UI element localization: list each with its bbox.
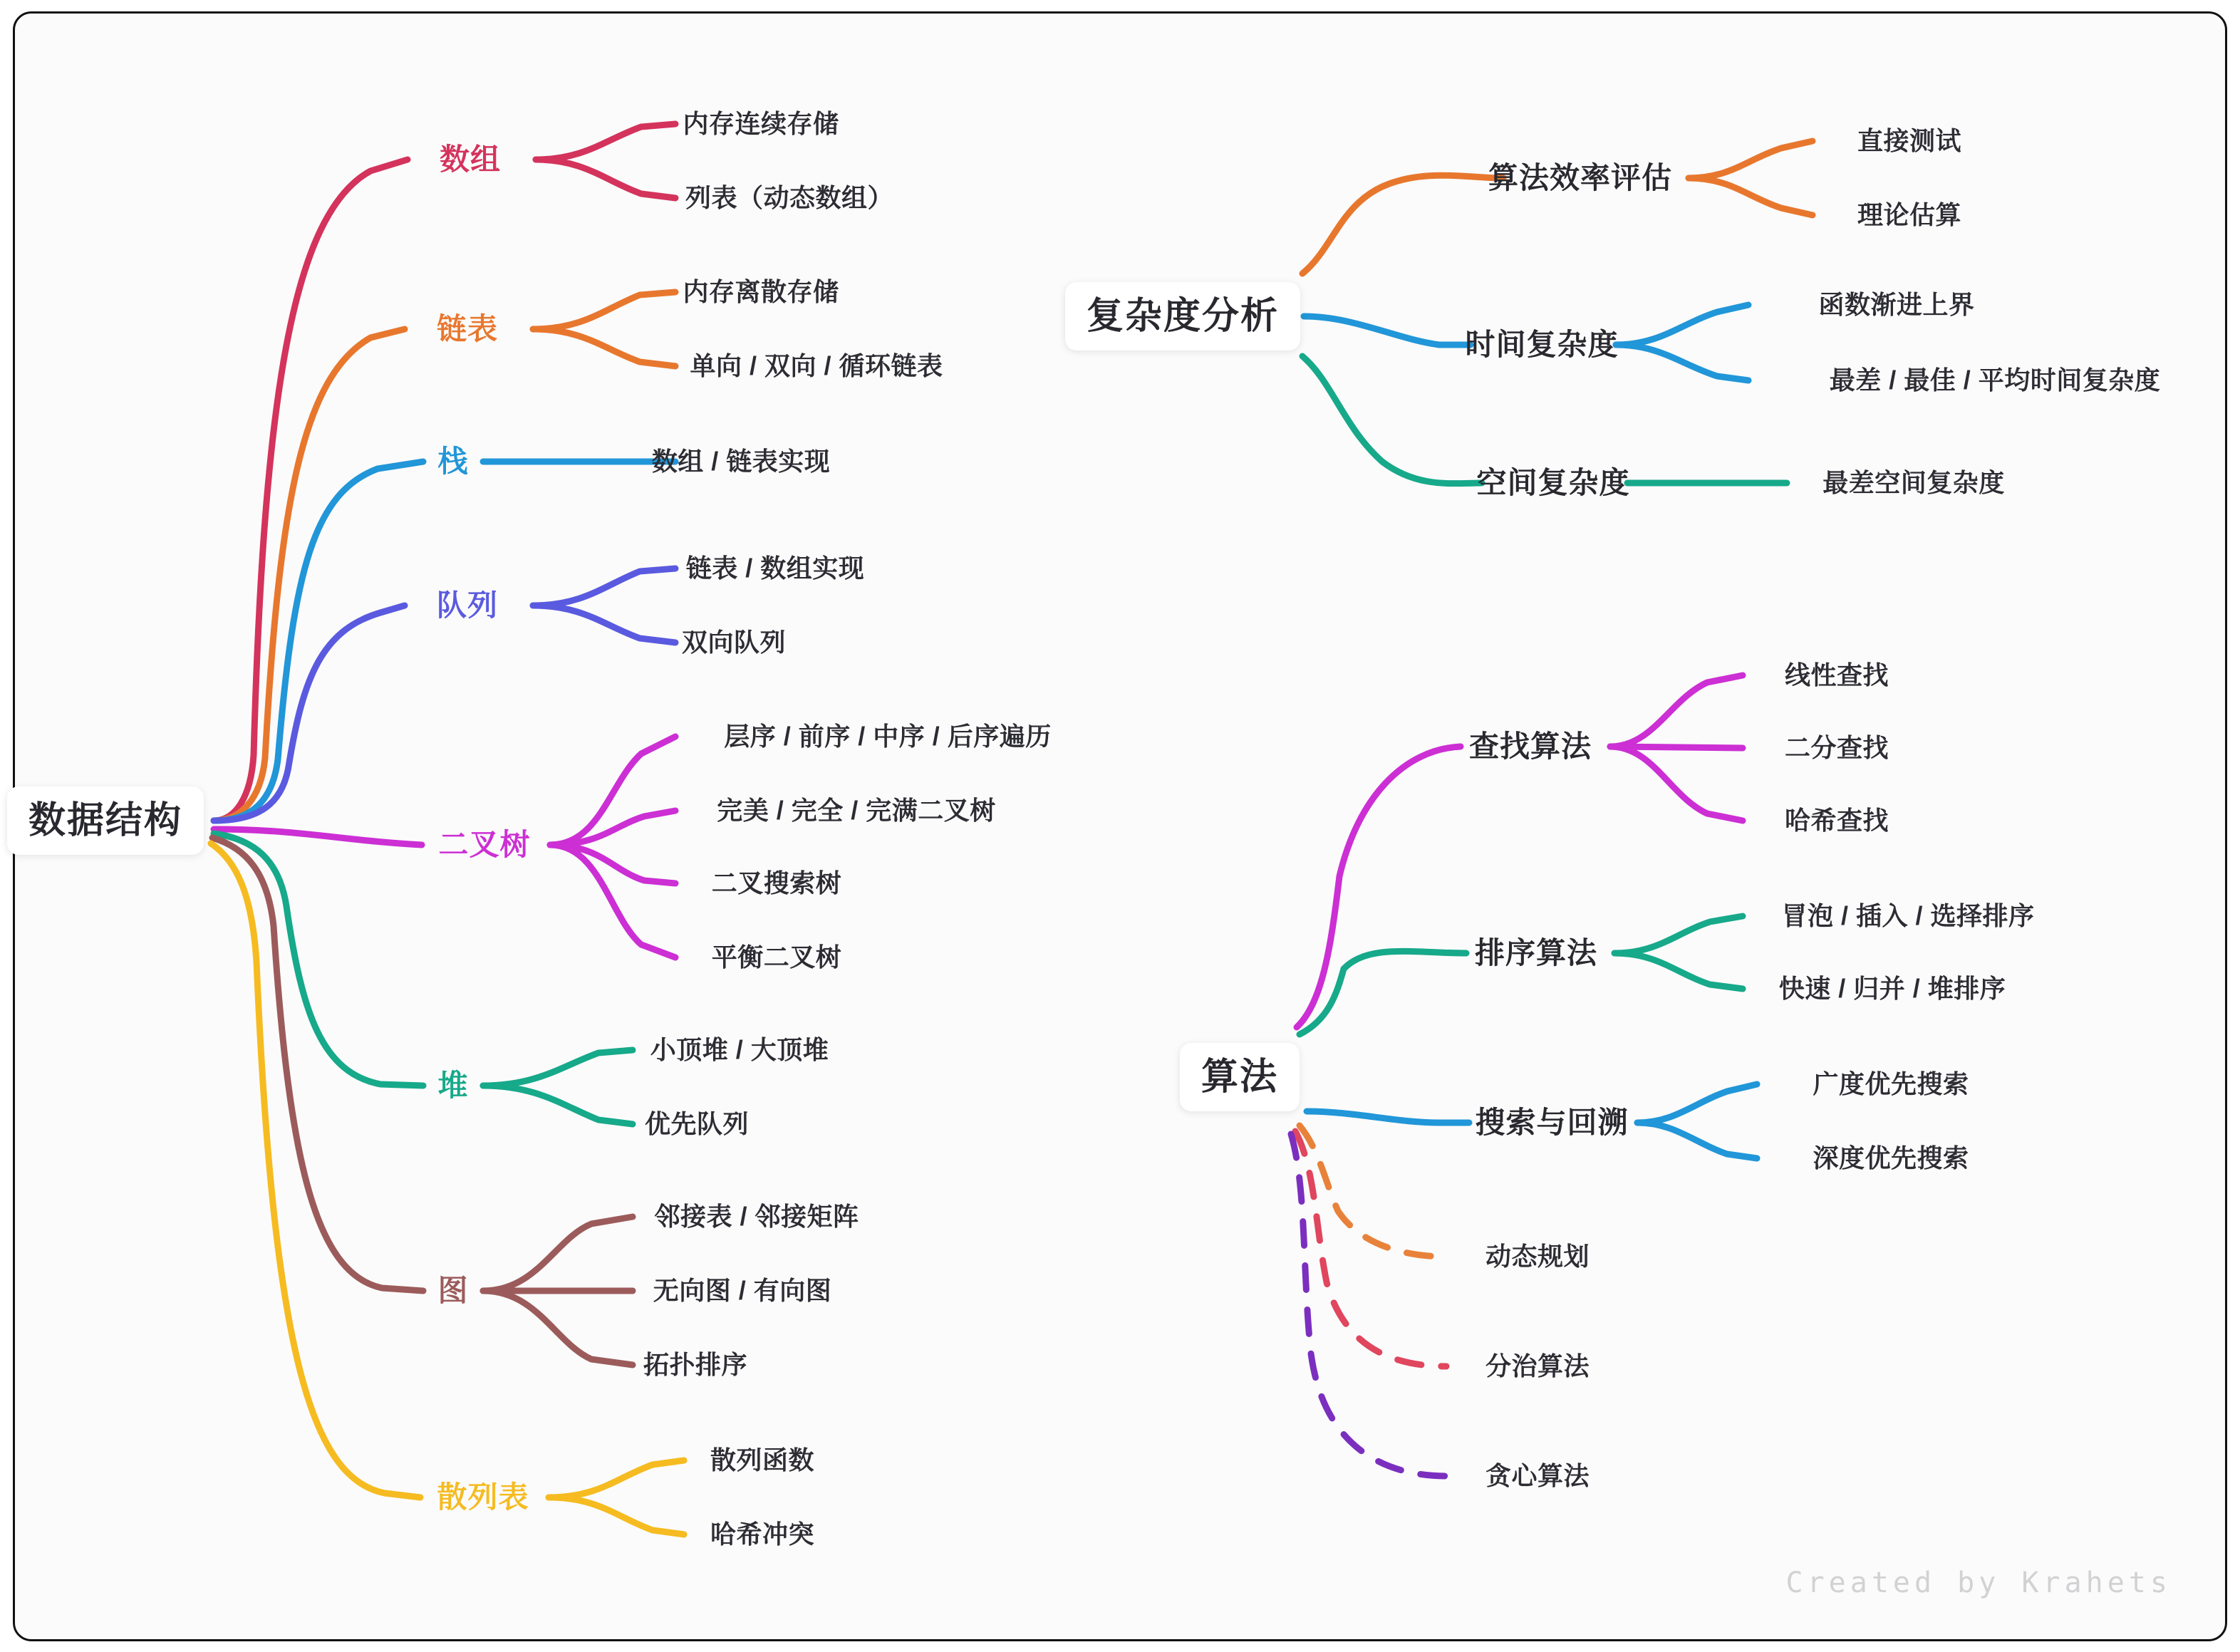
leaf-node[interactable]: 链表 / 数组实现 (685, 554, 865, 583)
leaf-node[interactable]: 拓扑排序 (643, 1350, 748, 1379)
branch-node-heap[interactable]: 堆 (437, 1069, 469, 1102)
mindmap-board (13, 11, 2227, 1641)
branch-node-array[interactable]: 数组 (439, 142, 502, 176)
leaf-node[interactable]: 无向图 / 有向图 (653, 1276, 832, 1305)
leaf-node[interactable]: 完美 / 完全 / 完满二叉树 (717, 796, 996, 825)
leaf-node[interactable]: 最差空间复杂度 (1822, 468, 2005, 497)
branch-node-divide-and-conquer[interactable]: 分治算法 (1485, 1351, 1590, 1381)
branch-node-hash-table[interactable]: 散列表 (437, 1480, 529, 1514)
leaf-node[interactable]: 函数渐进上界 (1818, 290, 1975, 319)
leaf-node[interactable]: 层序 / 前序 / 中序 / 后序遍历 (724, 722, 1052, 751)
branch-node-dynamic-programming[interactable]: 动态规划 (1485, 1242, 1590, 1271)
branch-node-linked-list[interactable]: 链表 (436, 312, 499, 346)
leaf-node[interactable]: 冒泡 / 插入 / 选择排序 (1781, 901, 2035, 930)
leaf-node[interactable]: 小顶堆 / 大顶堆 (650, 1035, 829, 1064)
leaf-node[interactable]: 哈希查找 (1784, 806, 1889, 835)
branch-node-queue[interactable]: 队列 (436, 588, 499, 622)
branch-node-time-complexity[interactable]: 时间复杂度 (1465, 328, 1619, 361)
leaf-node[interactable]: 深度优先搜索 (1813, 1143, 1969, 1173)
leaf-node[interactable]: 广度优先搜索 (1813, 1069, 1969, 1098)
branch-node-graph[interactable]: 图 (437, 1274, 469, 1307)
root-node-algorithm[interactable]: 算法 (1180, 1043, 1300, 1111)
branch-node-binary-tree[interactable]: 二叉树 (438, 828, 531, 861)
leaf-node[interactable]: 单向 / 双向 / 循环链表 (690, 351, 943, 380)
leaf-node[interactable]: 二分查找 (1784, 733, 1889, 762)
branch-node-sorting-algorithms[interactable]: 排序算法 (1474, 936, 1598, 970)
leaf-node[interactable]: 哈希冲突 (710, 1519, 815, 1549)
branch-node-stack[interactable]: 栈 (437, 445, 469, 478)
leaf-node[interactable]: 内存离散存储 (683, 277, 839, 306)
credit-label: Created by Krahets (1785, 1567, 2172, 1599)
leaf-node[interactable]: 二叉搜索树 (711, 868, 842, 898)
leaf-node[interactable]: 最差 / 最佳 / 平均时间复杂度 (1829, 365, 2161, 395)
leaf-node[interactable]: 列表（动态数组） (685, 183, 894, 212)
leaf-node[interactable]: 双向队列 (681, 628, 787, 657)
branch-node-efficiency-eval[interactable]: 算法效率评估 (1488, 161, 1673, 194)
leaf-node[interactable]: 直接测试 (1857, 126, 1962, 155)
branch-node-search-backtracking[interactable]: 搜索与回溯 (1475, 1106, 1629, 1139)
branch-node-search-algorithms[interactable]: 查找算法 (1468, 729, 1592, 763)
leaf-node[interactable]: 数组 / 链表实现 (651, 447, 831, 476)
leaf-node[interactable]: 理论估算 (1857, 200, 1962, 229)
leaf-node[interactable]: 邻接表 / 邻接矩阵 (654, 1202, 859, 1231)
root-node-complexity[interactable]: 复杂度分析 (1065, 282, 1300, 350)
leaf-node[interactable]: 散列函数 (710, 1445, 815, 1475)
root-node-data-structure[interactable]: 数据结构 (7, 786, 204, 855)
leaf-node[interactable]: 线性查找 (1784, 660, 1889, 690)
branch-node-space-complexity[interactable]: 空间复杂度 (1476, 466, 1630, 499)
leaf-node[interactable]: 内存连续存储 (683, 109, 839, 138)
leaf-node[interactable]: 优先队列 (644, 1109, 750, 1138)
branch-node-greedy[interactable]: 贪心算法 (1485, 1461, 1590, 1490)
leaf-node[interactable]: 平衡二叉树 (711, 942, 842, 972)
leaf-node[interactable]: 快速 / 归并 / 堆排序 (1778, 974, 2006, 1003)
